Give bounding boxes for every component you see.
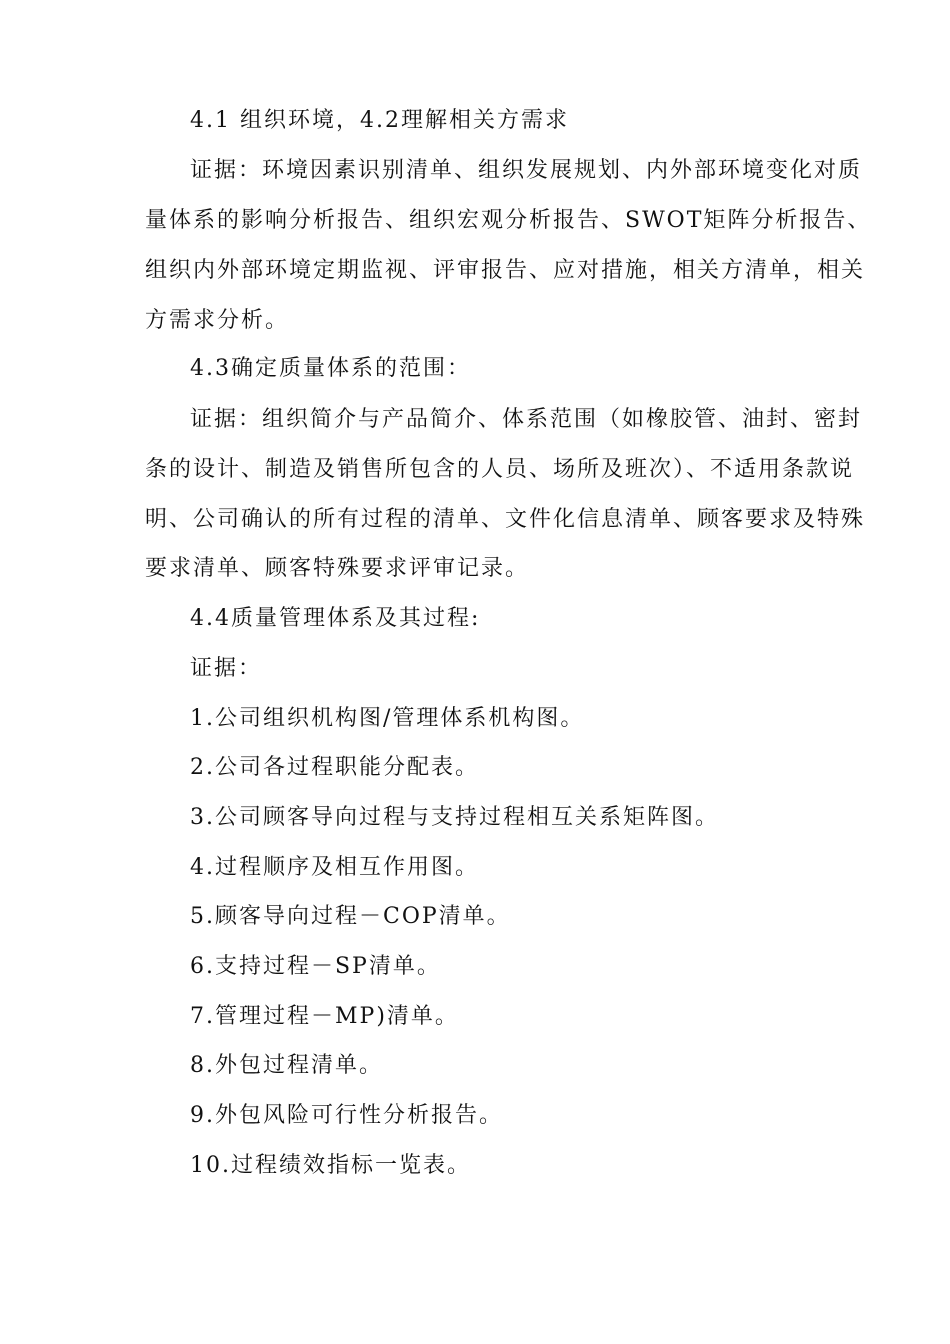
evidence-line: 证据：环境因素识别清单、组织发展规划、内外部环境变化对质 — [190, 158, 863, 183]
evidence-line: 要求清单、顾客特殊要求评审记录。 — [145, 556, 530, 581]
list-item: 2.公司各过程职能分配表。 — [190, 755, 479, 780]
list-item: 1.公司组织机构图/管理体系机构图。 — [190, 706, 585, 731]
section-heading-4-3: 4.3确定质量体系的范围： — [190, 356, 471, 381]
list-item: 8.外包过程清单。 — [190, 1053, 383, 1078]
list-item: 4.过程顺序及相互作用图。 — [190, 855, 479, 880]
evidence-line: 量体系的影响分析报告、组织宏观分析报告、SWOT矩阵分析报告、 — [145, 208, 872, 233]
list-item: 9.外包风险可行性分析报告。 — [190, 1103, 503, 1128]
list-item: 10.过程绩效指标一览表。 — [190, 1153, 471, 1178]
list-item: 5.顾客导向过程－COP清单。 — [190, 904, 511, 929]
section-heading-4-4: 4.4质量管理体系及其过程: — [190, 606, 481, 631]
list-item: 7.管理过程－MP)清单。 — [190, 1004, 459, 1029]
evidence-line: 证据：组织简介与产品简介、体系范围（如橡胶管、油封、密封 — [190, 407, 863, 432]
evidence-line: 条的设计、制造及销售所包含的人员、场所及班次）、不适用条款说 — [145, 457, 855, 482]
evidence-line: 明、公司确认的所有过程的清单、文件化信息清单、顾客要求及特殊 — [145, 507, 866, 532]
list-item: 3.公司顾客导向过程与支持过程相互关系矩阵图。 — [190, 805, 719, 830]
list-item: 6.支持过程－SP清单。 — [190, 954, 441, 979]
evidence-line: 方需求分析。 — [145, 308, 290, 333]
evidence-label: 证据： — [190, 656, 263, 681]
evidence-line: 组织内外部环境定期监视、评审报告、应对措施，相关方清单，相关 — [145, 258, 866, 283]
section-heading-4-1: 4.1 组织环境，4.2理解相关方需求 — [190, 108, 569, 133]
